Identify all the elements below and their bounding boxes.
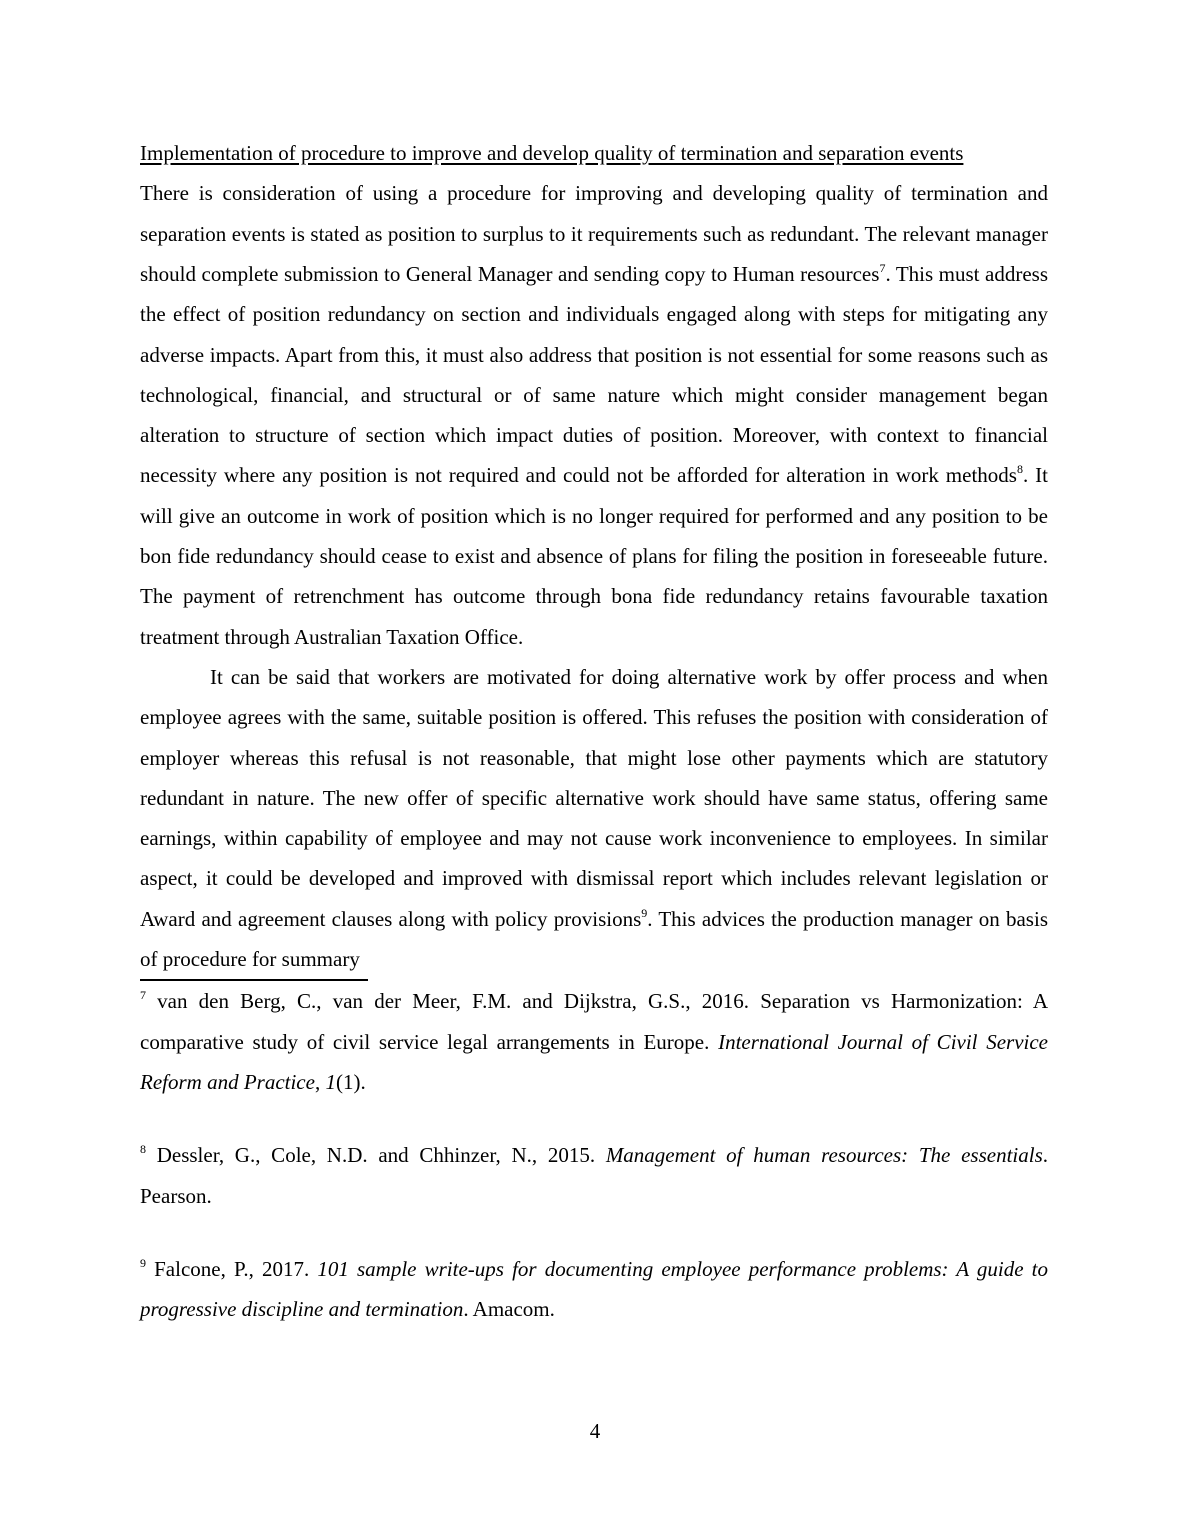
footnote-7-text-c: (1). xyxy=(335,1069,366,1094)
footnote-8-text-a: Dessler, G., Cole, N.D. and Chhinzer, N., 2015. xyxy=(146,1143,606,1168)
footnote-8-text-b: . Pearson. xyxy=(140,1143,1048,1208)
paragraph-2-text-a: It can be said that workers are motivated for doing alternative work by offer process and when employee agrees with the same, suitable position is offered. This refuses the position with consideration of employer whereas this refusal is not reasonable, that might lose other payments which are statutory redundant in nature. The new offer of specific alternative work should have same status, offering same earnings, within capability of employee and may not cause work inconvenience to employees. In similar aspect, it could be developed and improved with dismissal report which includes relevant legislation or Award and agreement clauses along with policy provisions xyxy=(140,664,1048,931)
footnote-7 xyxy=(140,981,1048,1102)
footnote-7-journal: International Journal of Civil Service Reform and Practice xyxy=(140,1029,1049,1094)
paragraph-1-text-c: . It will give an outcome in work of position which is no longer required for performed and any position to be bon fide redundancy should cease to exist and absence of plans for filing the position in foreseeable future. The payment of retrenchment has outcome through bona fide redundancy retains favourable taxation treatment through Australian Taxation Office. xyxy=(140,463,1049,649)
footnote-9-text-a: Falcone, P., 2017. xyxy=(146,1256,318,1281)
footnote-number-9: 9 xyxy=(140,1255,146,1270)
footnote-ref-9[interactable]: 9 xyxy=(641,905,648,920)
section-heading: Implementation of procedure to improve and develop quality of termination and separation events xyxy=(140,141,964,165)
paragraph-2-text-b: . This advices the production manager on basis of procedure for summary xyxy=(140,906,1048,972)
footnote-7-volume: 1 xyxy=(325,1069,336,1094)
footnote-ref-7[interactable]: 7 xyxy=(879,261,886,275)
footnote-ref-8[interactable]: 8 xyxy=(1016,462,1023,477)
document-page xyxy=(140,133,1048,1329)
footnote-number-7: 7 xyxy=(140,988,146,1003)
footnote-8-title: Management of human resources: The essentials xyxy=(605,1143,1043,1168)
footnote-8 xyxy=(140,1135,1048,1216)
body-paragraph-1 xyxy=(140,173,1048,657)
page-number: 4 xyxy=(589,1419,601,1443)
body-paragraph-2 xyxy=(140,657,1048,979)
footnote-number-8: 8 xyxy=(140,1142,146,1157)
footnote-7-text-a: van den Berg, C., van der Meer, F.M. and Dijkstra, G.S., 2016. Separation vs Harmonization: A comparative study of civil service legal arrangements in Europe. xyxy=(140,989,1048,1054)
footnote-9-text-b: . Amacom. xyxy=(463,1297,555,1322)
footnote-9-title: 101 sample write-ups for documenting employee performance problems: A guide to progressive discipline and termination xyxy=(140,1256,1049,1322)
footnote-9 xyxy=(140,1249,1048,1330)
footnote-7-text-b: , xyxy=(314,1069,326,1094)
paragraph-1-text-b: . This must address the effect of position redundancy on section and individuals engaged along with steps for mitigating any adverse impacts. Apart from this, it must also address that position is not essential for some reasons such as technological, financial, and structural or of same nature which might consider management began alteration to structure of section which impact duties of position. Moreover, with context to financial necessity where any position is not required and could not be afforded for alteration in work methods xyxy=(140,262,1048,488)
paragraph-1-text-a: There is consideration of using a procedure for improving and developing quality of termination and separation events is stated as position to surplus to it requirements such as redundant. The relevant manager should complete submission to General Manager and sending copy to Human resources xyxy=(140,181,1048,286)
